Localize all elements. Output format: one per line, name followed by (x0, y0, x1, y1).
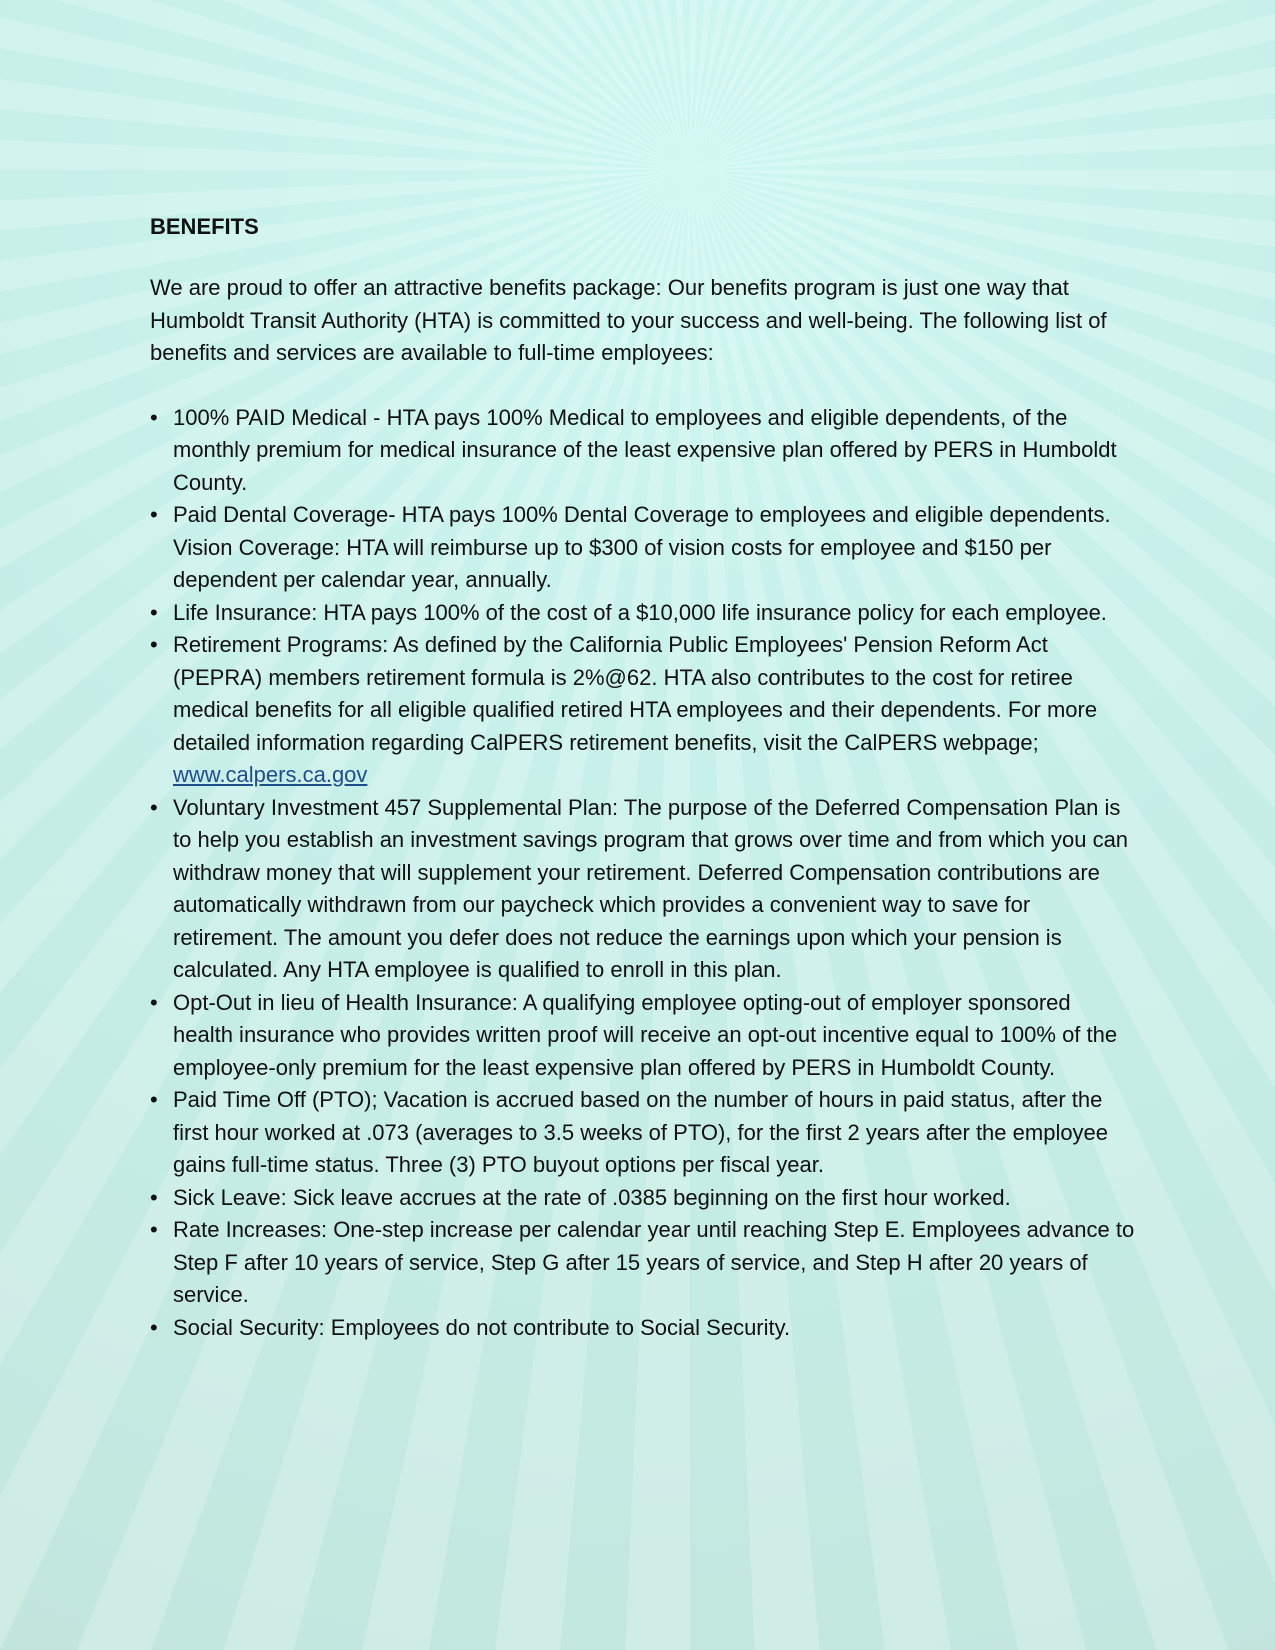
bullet-icon: • (150, 989, 158, 1015)
list-item-rate-increases (150, 1214, 1135, 1312)
benefits-section (150, 211, 1135, 1344)
list-item-sick-leave (150, 1182, 1135, 1215)
bullet-icon: • (150, 1184, 158, 1210)
benefits-list (150, 402, 1135, 1345)
list-item-text: Paid Time Off (PTO); Vacation is accrued based on the number of hours in paid status, after the first hour worked at .073 (averages to 3.5 weeks of PTO), for the first 2 years after the employee gains full-time status. Three (3) PTO buyout options per fiscal year. (173, 1087, 1109, 1177)
list-item-medical (150, 402, 1135, 500)
list-item-text: 100% PAID Medical - HTA pays 100% Medical to employees and eligible dependents, of the monthly premium for medical insurance of the least expensive plan offered by PERS in Humboldt County. (173, 404, 1117, 495)
list-item-457-plan (150, 792, 1135, 987)
bullet-icon: • (150, 1087, 158, 1112)
list-item-dental-vision (150, 499, 1135, 597)
list-item-retirement (150, 629, 1135, 792)
bullet-icon: • (150, 404, 158, 430)
bullet-icon: • (150, 632, 158, 657)
list-item-opt-out (150, 987, 1135, 1085)
list-item-text: Rate Increases: One-step increase per calendar year until reaching Step E. Employees advance to Step F after 10 years of service, Step G after 15 years of service, and Step H after 20 years of service. (173, 1217, 1135, 1307)
list-item-text: Sick Leave: Sick leave accrues at the rate of .0385 beginning on the first hour worked. (173, 1184, 1011, 1210)
section-heading: BENEFITS (150, 214, 259, 239)
bullet-icon: • (150, 502, 158, 527)
list-item-life-insurance (150, 597, 1135, 630)
list-item-social-security (150, 1312, 1135, 1345)
intro-paragraph: We are proud to offer an attractive benefits package: Our benefits program is just one way that Humboldt Transit Authority (HTA) is committed to your success and well-being. The following list of benefits and services are available to full-time employees: (150, 275, 1107, 365)
bullet-icon: • (150, 599, 158, 625)
list-item-pto (150, 1084, 1135, 1182)
list-item-text: Voluntary Investment 457 Supplemental Plan: The purpose of the Deferred Compensation Plan is to help you establish an investment savings program that grows over time and from which you can withdraw money that will supplement your retirement. Deferred Compensation contributions are automatically withdrawn from our paycheck which provides a convenient way to save for retirement. The amount you defer does not reduce the earnings upon which your pension is calculated. Any HTA employee is qualified to enroll in this plan. (173, 794, 1129, 982)
bullet-icon: • (150, 1314, 158, 1340)
calpers-link[interactable]: www.calpers.ca.gov (173, 762, 368, 787)
bullet-icon: • (150, 1217, 158, 1242)
list-item-text: Social Security: Employees do not contribute to Social Security. (173, 1314, 791, 1340)
list-item-text: Paid Dental Coverage- HTA pays 100% Dental Coverage to employees and eligible dependents. Vision Coverage: HTA will reimburse up to $300 of vision costs for employee and $150 per dependent per calendar year, annually. (173, 502, 1111, 592)
list-item-text: Opt-Out in lieu of Health Insurance: A qualifying employee opting-out of employer sponsored health insurance who provides written proof will receive an opt-out incentive equal to 100% of the employee-only premium for the least expensive plan offered by PERS in Humboldt County. (173, 989, 1118, 1080)
list-item-text: Life Insurance: HTA pays 100% of the cost of a $10,000 life insurance policy for each employee. (173, 599, 1107, 625)
bullet-icon: • (150, 794, 158, 820)
list-item-text: Retirement Programs: As defined by the California Public Employees' Pension Reform Act (PEPRA) members retirement formula is 2%@62. HTA also contributes to the cost for retiree medical benefits for all eligible qualified retired HTA employees and their dependents. For more detailed information regarding CalPERS retirement benefits, visit the CalPERS webpage; (173, 632, 1098, 755)
